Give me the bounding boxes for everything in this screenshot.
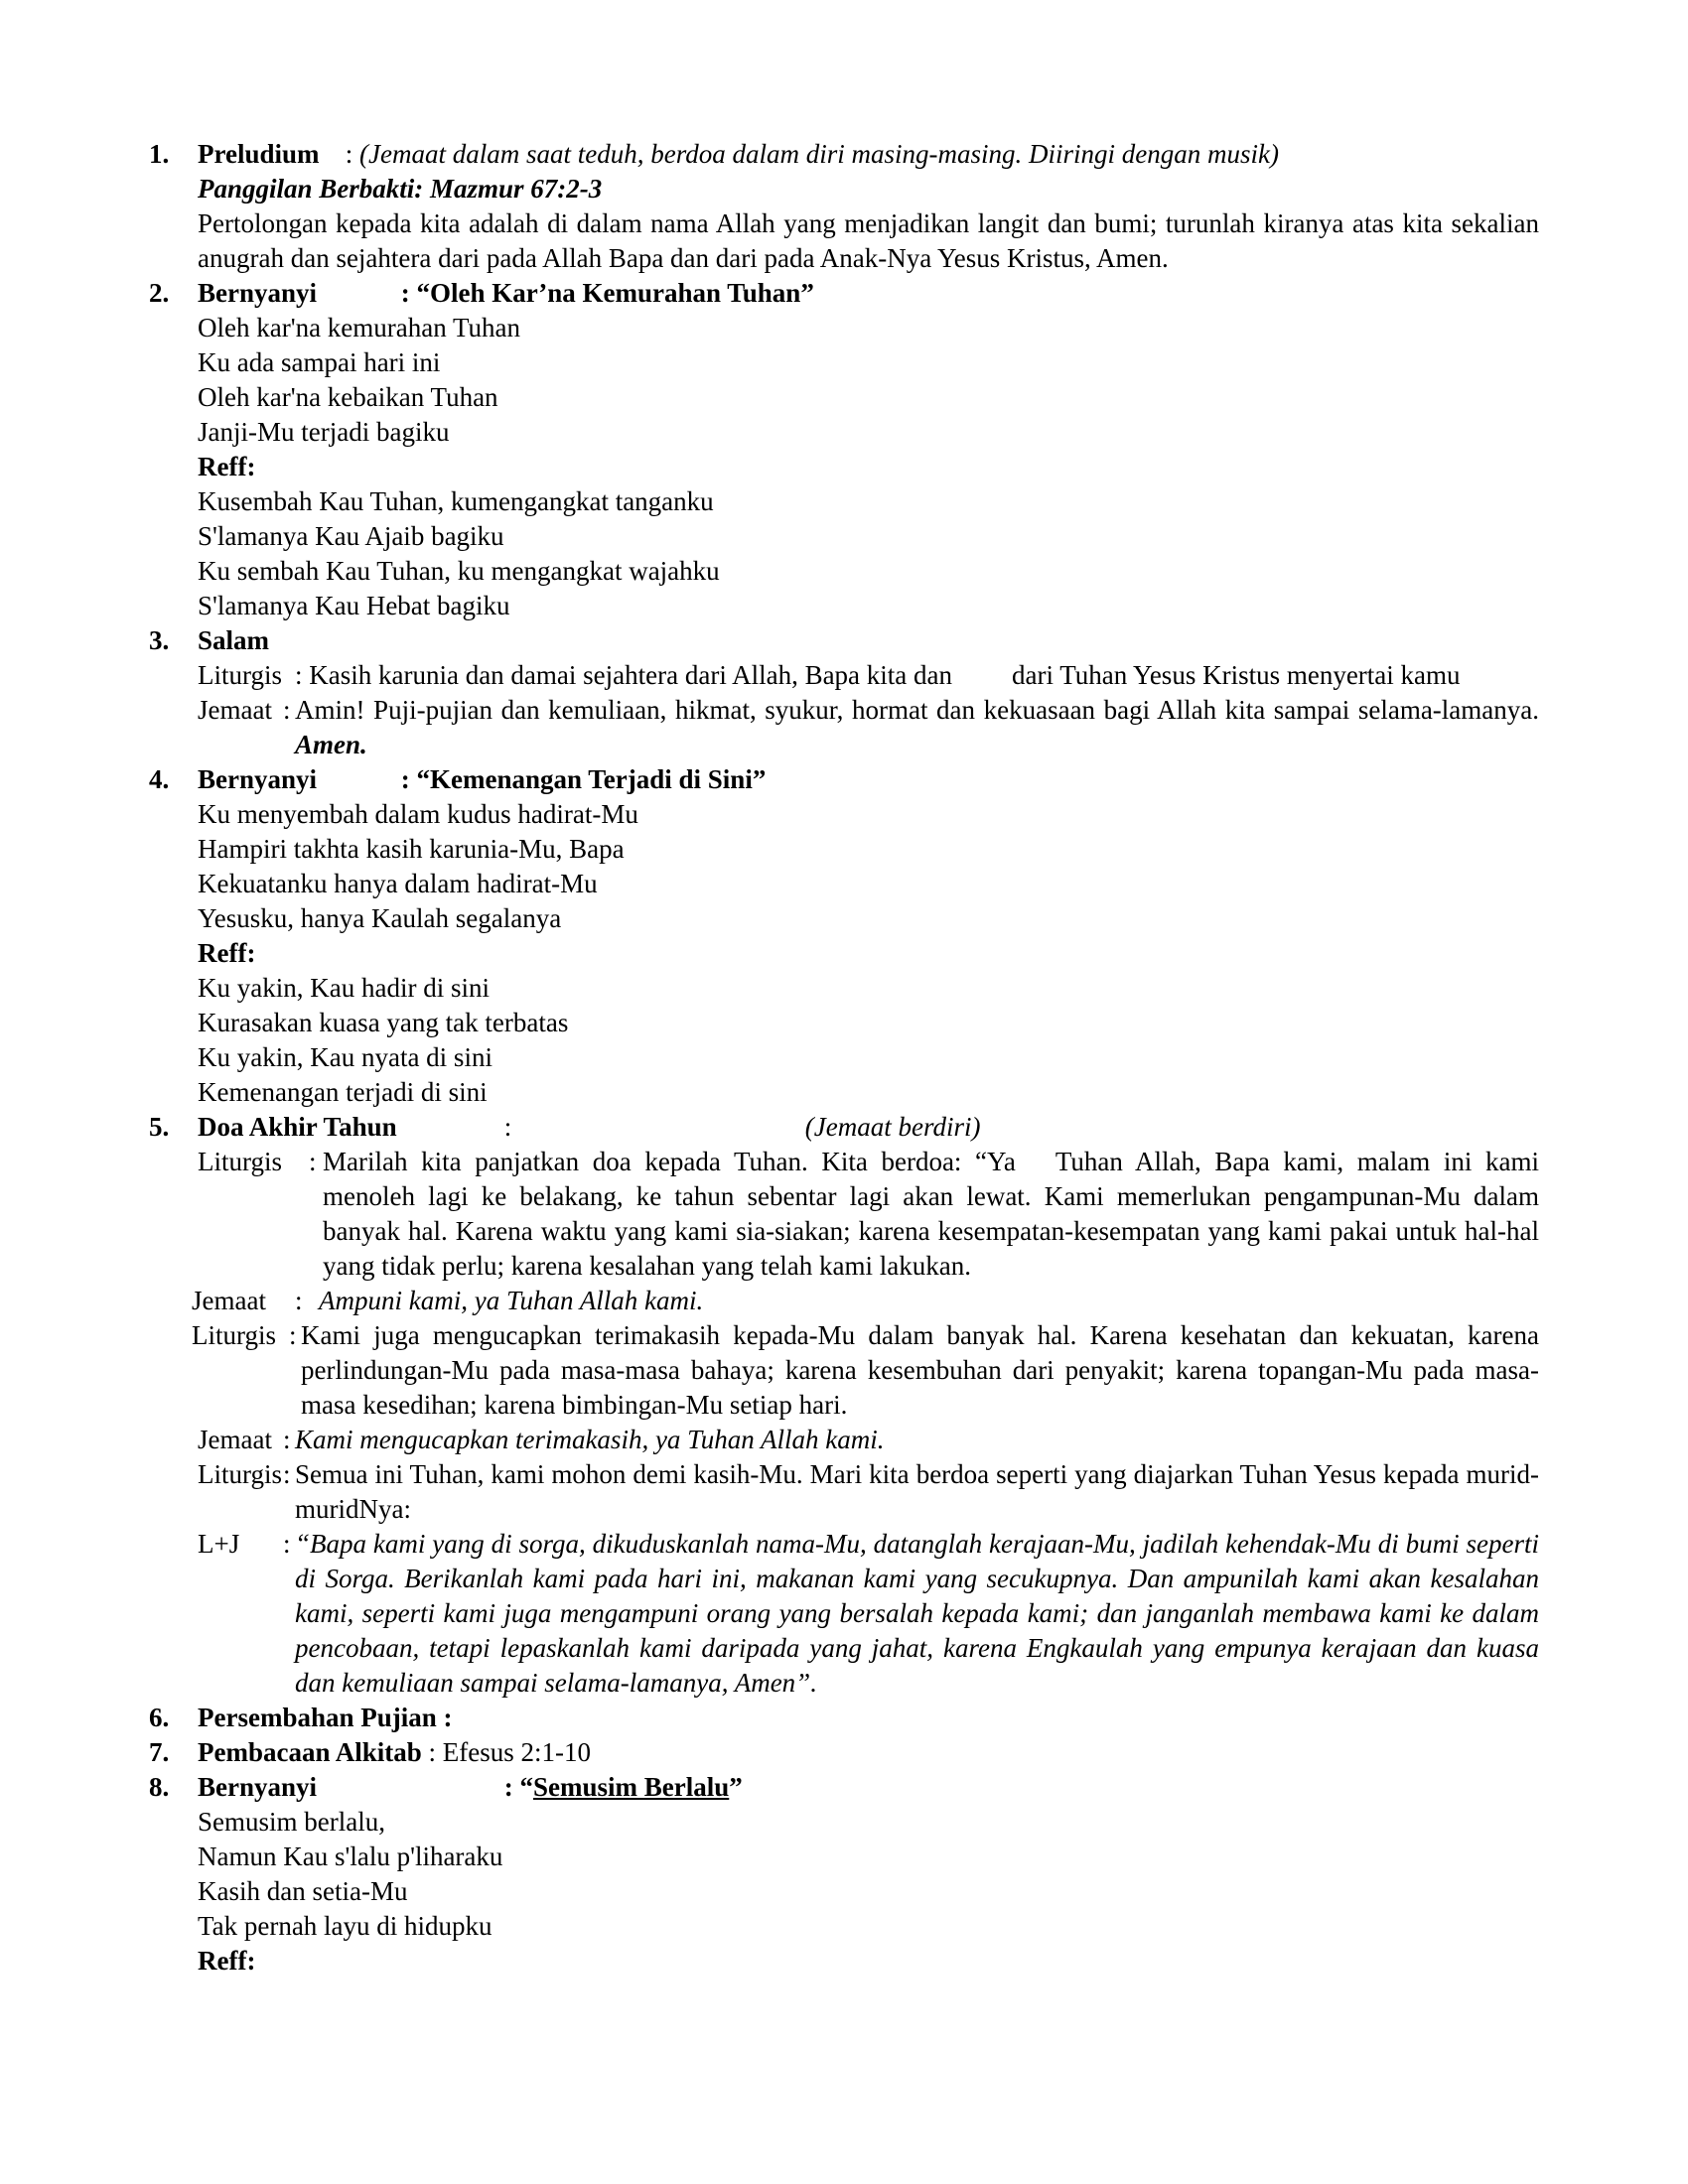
lyric-line: Ku menyembah dalam kudus hadirat-Mu bbox=[198, 799, 638, 829]
dialog-liturgis: Liturgis : Kami juga mengucapkan terimakasih kepada-Mu dalam banyak hal. Karena kesehatan dan kekuatan, karena perlindungan-Mu pada masa-masa bahaya; karena kesembuhan dari penyakit; karena topangan-Mu pada masa-masa kesedihan; karena bimbingan-Mu setiap hari. bbox=[192, 1318, 1539, 1423]
salam-label: Salam bbox=[198, 625, 270, 655]
dialog-text: Marilah kita panjatkan doa kepada Tuhan. Kita berdoa: “Ya bbox=[323, 1147, 1016, 1176]
speaker-lj: L+J bbox=[198, 1529, 240, 1559]
song-title-suffix: ” bbox=[729, 1772, 743, 1802]
lyric-line: Oleh kar'na kemurahan Tuhan bbox=[198, 313, 521, 342]
lyric-line: Kurasakan kuasa yang tak terbatas bbox=[198, 1008, 569, 1037]
dialog-jemaat: Jemaat : Ampuni kami, ya Tuhan Allah kami. bbox=[192, 1284, 1539, 1318]
preludium-colon: : bbox=[345, 139, 353, 169]
speaker-liturgis: Liturgis bbox=[198, 1147, 283, 1176]
dialog-liturgis: Liturgis : Marilah kita panjatkan doa kepada Tuhan. Kita berdoa: “Ya Tuhan Allah, Bapa kami, malam ini kami menoleh lagi ke belakang, ke tahun sebentar lagi akan lewat. Kami memerlukan pengampunan-Mu dalam banyak hal. Karena waktu yang kami sia-siakan; karena kesempatan-kesempatan yang kami pakai untuk hal-hal yang tidak perlu; karena kesalahan yang telah kami lakukan. bbox=[198, 1147, 1539, 1281]
dialog-liturgis: Liturgis : Semua ini Tuhan, kami mohon demi kasih-Mu. Mari kita berdoa seperti yang diajarkan Tuhan Yesus kepada murid-muridNya: bbox=[198, 1457, 1539, 1527]
dialog-text: Kami mengucapkan terimakasih, ya Tuhan Allah kami. bbox=[295, 1425, 885, 1454]
item-pembacaan-alkitab bbox=[149, 1735, 1539, 1770]
dialog-text: Tuhan Allah, Bapa kami, malam ini kami menoleh lagi ke belakang, ke tahun sebentar lagi akan lewat. Kami memerlukan pengampunan-Mu dalam banyak hal. Karena waktu yang kami sia-siakan; karena kesempatan-kesempatan yang kami pakai untuk hal-hal yang tidak perlu; karena kesalahan yang telah kami lakukan. bbox=[323, 1147, 1539, 1281]
item-number: 5. bbox=[149, 1112, 170, 1142]
speaker-liturgis: Liturgis bbox=[198, 1459, 283, 1489]
persembahan-label: Persembahan Pujian : bbox=[198, 1703, 453, 1732]
item-song-2 bbox=[149, 762, 1539, 1110]
lyric-line: Namun Kau s'lalu p'liharaku bbox=[198, 1842, 503, 1871]
lyric-line: Tak pernah layu di hidupku bbox=[198, 1911, 492, 1941]
speaker-liturgis: Liturgis bbox=[192, 1320, 277, 1350]
lyric-line: Hampiri takhta kasih karunia-Mu, Bapa bbox=[198, 834, 625, 864]
dialog-jemaat: Jemaat : Amin! Puji-pujian dan kemuliaan, hikmat, syukur, hormat dan kekuasaan bagi Allah kita sampai selama-lamanya. Amen. bbox=[198, 695, 1539, 759]
speaker-liturgis: Liturgis bbox=[198, 660, 283, 690]
song-title: : “Oleh Kar’na Kemurahan Tuhan” bbox=[400, 278, 814, 308]
song-label: Bernyanyi bbox=[198, 764, 318, 794]
doa-colon: : bbox=[503, 1112, 512, 1142]
dialog-text: : Kasih karunia dan damai sejahtera dari Allah, Bapa kita dan bbox=[295, 660, 953, 690]
panggilan-berbakti: Panggilan Berbakti: Mazmur 67:2-3 bbox=[198, 174, 603, 204]
item-song-1 bbox=[149, 276, 1539, 623]
item-song-3 bbox=[149, 1770, 1539, 1979]
amen: Amen. bbox=[295, 730, 367, 759]
dialog-text: dari Tuhan Yesus Kristus menyertai kamu bbox=[1012, 660, 1461, 690]
lords-prayer-text: “Bapa kami yang di sorga, dikuduskanlah nama-Mu, datanglah kerajaan-Mu, jadilah kehendak-Mu di bumi seperti di Sorga. Berikanlah kami pada hari ini, makanan kami yang secukupnya. Dan ampunilah kami akan kesalahan kami, seperti kami juga mengampuni orang yang bersalah kepada kami; dan janganlah membawa kami ke dalam pencobaan, tetapi lepaskanlah kami daripada yang jahat, karena Engkaulah yang empunya kerajaan dan kuasa dan kemuliaan sampai selama-lamanya, Amen”. bbox=[295, 1529, 1539, 1698]
alkitab-label: Pembacaan Alkitab bbox=[198, 1737, 422, 1767]
lyric-line: Semusim berlalu, bbox=[198, 1807, 385, 1837]
dialog-text: Amin! Puji-pujian dan kemuliaan, hikmat, syukur, hormat dan kekuasaan bagi Allah kita sampai selama-lamanya. bbox=[295, 695, 1539, 725]
song-label: Bernyanyi bbox=[198, 278, 318, 308]
lyric-line: Ku yakin, Kau nyata di sini bbox=[198, 1042, 492, 1072]
lyric-line: S'lamanya Kau Hebat bagiku bbox=[198, 591, 510, 620]
lyric-line: S'lamanya Kau Ajaib bagiku bbox=[198, 521, 504, 551]
item-number: 8. bbox=[149, 1772, 170, 1802]
lyric-line: Ku yakin, Kau hadir di sini bbox=[198, 973, 490, 1003]
item-number: 2. bbox=[149, 278, 170, 308]
song-label: Bernyanyi bbox=[198, 1772, 318, 1802]
doa-label: Doa Akhir Tahun bbox=[198, 1112, 397, 1142]
alkitab-ref: : Efesus 2:1-10 bbox=[428, 1737, 592, 1767]
speaker-jemaat: Jemaat bbox=[192, 1286, 266, 1315]
lyric-line: Kasih dan setia-Mu bbox=[198, 1876, 408, 1906]
lyric-line: Yesusku, hanya Kaulah segalanya bbox=[198, 903, 562, 933]
song-title: Semusim Berlalu bbox=[533, 1772, 730, 1802]
doa-desc: (Jemaat berdiri) bbox=[804, 1112, 981, 1142]
preludium-text: Pertolongan kepada kita adalah di dalam nama Allah yang menjadikan langit dan bumi; turunlah kiranya atas kita sekalian anugrah dan sejahtera dari pada Allah Bapa dan dari pada Anak-Nya Yesus Kristus, Amen. bbox=[198, 208, 1539, 273]
dialog-liturgis bbox=[198, 658, 1539, 693]
item-doa-akhir-tahun bbox=[149, 1110, 1539, 1701]
item-salam bbox=[149, 623, 1539, 762]
lyric-line: Ku ada sampai hari ini bbox=[198, 347, 441, 377]
lyric-line: Ku sembah Kau Tuhan, ku mengangkat wajahku bbox=[198, 556, 720, 586]
reff-label: Reff: bbox=[198, 1946, 256, 1976]
song-title-prefix: : “ bbox=[503, 1772, 533, 1802]
lyric-line: Kekuatanku hanya dalam hadirat-Mu bbox=[198, 869, 598, 898]
speaker-jemaat: Jemaat bbox=[198, 695, 272, 725]
item-persembahan bbox=[149, 1701, 1539, 1735]
item-number: 6. bbox=[149, 1703, 170, 1732]
dialog-jemaat: Jemaat : Kami mengucapkan terimakasih, ya Tuhan Allah kami. bbox=[198, 1423, 1539, 1457]
dialog-lj: L+J : “Bapa kami yang di sorga, dikuduskanlah nama-Mu, datanglah kerajaan-Mu, jadilah kehendak-Mu di bumi seperti di Sorga. Berikanlah kami pada hari ini, makanan kami yang secukupnya. Dan ampunilah kami akan kesalahan kami, seperti kami juga mengampuni orang yang bersalah kepada kami; dan janganlah membawa kami ke dalam pencobaan, tetapi lepaskanlah kami daripada yang jahat, karena Engkaulah yang empunya kerajaan dan kuasa dan kemuliaan sampai selama-lamanya, Amen”. bbox=[198, 1527, 1539, 1701]
reff-label: Reff: bbox=[198, 452, 256, 481]
speaker-jemaat: Jemaat bbox=[198, 1425, 272, 1454]
order-of-service bbox=[149, 137, 1539, 1979]
item-number: 3. bbox=[149, 625, 170, 655]
dialog-text: Semua ini Tuhan, kami mohon demi kasih-Mu. Mari kita berdoa seperti yang diajarkan Tuhan Yesus kepada murid-muridNya: bbox=[295, 1459, 1539, 1524]
lyric-line: Oleh kar'na kebaikan Tuhan bbox=[198, 382, 498, 412]
dialog-text: Kami juga mengucapkan terimakasih kepada-Mu dalam banyak hal. Karena kesehatan dan kekuatan, karena perlindungan-Mu pada masa-masa bahaya; karena kesembuhan dari penyakit; karena topangan-Mu pada masa-masa kesedihan; karena bimbingan-Mu setiap hari. bbox=[301, 1320, 1539, 1420]
item-number: 1. bbox=[149, 139, 170, 169]
preludium-label: Preludium bbox=[198, 139, 320, 169]
lyric-line: Janji-Mu terjadi bagiku bbox=[198, 417, 450, 447]
item-number: 4. bbox=[149, 764, 170, 794]
item-number: 7. bbox=[149, 1737, 170, 1767]
song-title: : “Kemenangan Terjadi di Sini” bbox=[400, 764, 767, 794]
preludium-desc: (Jemaat dalam saat teduh, berdoa dalam diri masing-masing. Diiringi dengan musik) bbox=[359, 139, 1279, 169]
lyric-line: Kusembah Kau Tuhan, kumengangkat tanganku bbox=[198, 486, 714, 516]
item-preludium bbox=[149, 137, 1539, 276]
reff-label: Reff: bbox=[198, 938, 256, 968]
lyric-line: Kemenangan terjadi di sini bbox=[198, 1077, 488, 1107]
dialog-text: Ampuni kami, ya Tuhan Allah kami. bbox=[319, 1286, 704, 1315]
